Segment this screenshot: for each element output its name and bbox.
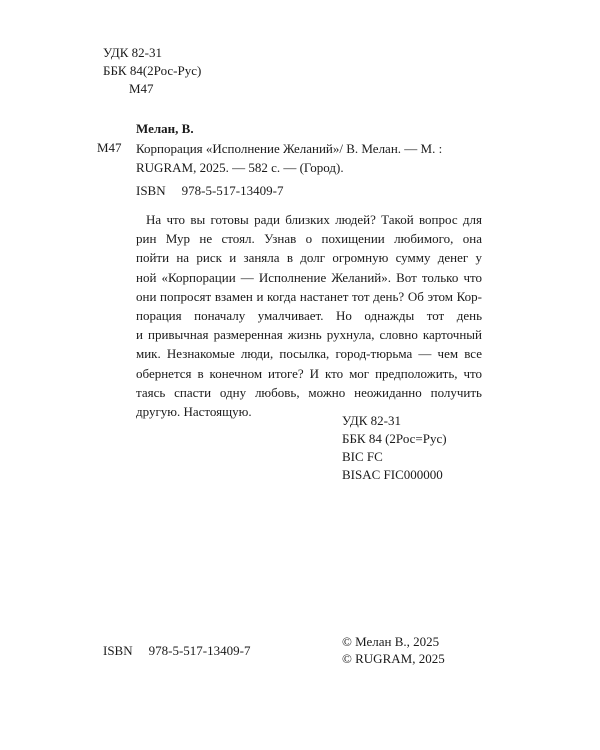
copyright-publisher: © RUGRAM, 2025: [342, 651, 445, 666]
isbn-number: 978-5-517-13409-7: [181, 183, 284, 198]
classification-bbk: ББК 84 (2Рос=Рус): [342, 431, 447, 446]
annotation-line: другую. Настоящую.: [136, 403, 252, 419]
classification-bic: BIC FC: [342, 449, 383, 464]
annotation-line: ной «Корпорации — Исполнение Желаний». Вот только что: [136, 269, 482, 285]
catalog-author: Мелан, В.: [136, 121, 194, 136]
catalog-author-sign: М47: [97, 140, 122, 155]
annotation-line: и привычная размеренная жизнь рухнула, словно карточный: [136, 327, 482, 343]
classification-bisac: BISAC FIC000000: [342, 467, 443, 482]
annotation-line: обернется в конечном итоге? И кто мог предположить, что: [136, 365, 482, 381]
annotation-line: таясь спасти одну любовь, можно неожиданно получить: [136, 384, 482, 400]
author-sign-code: М47: [129, 81, 154, 96]
annotation-line: пойти на риск и заняла в долг огромную сумму денег у: [136, 250, 482, 266]
annotation-line: На что вы готовы ради близких людей? Такой вопрос для: [146, 212, 482, 227]
annotation-line: они попросят взамен и когда настанет тот день? Об этом Кор-: [136, 288, 482, 304]
catalog-citation: [136, 139, 442, 177]
citation-line: RUGRAM, 2025. — 582 с. — (Город).: [136, 160, 344, 175]
annotation-line: мик. Незнакомые люди, посылка, город-тюрьма — чем все: [136, 346, 482, 362]
catalog-isbn: [136, 183, 283, 199]
isbn-number: 978-5-517-13409-7: [148, 643, 251, 658]
classification-block: [342, 412, 447, 484]
copyright-author: © Мелан В., 2025: [342, 634, 440, 649]
footer-isbn: [103, 643, 250, 659]
classification-udk: УДК 82-31: [342, 413, 402, 428]
isbn-label: ISBN: [136, 183, 166, 198]
header-classification-codes: [103, 44, 201, 98]
udk-code: УДК 82-31: [103, 45, 163, 60]
annotation-line: порация поначалу умалчивает. Но однажды тот день: [136, 307, 482, 323]
annotation-paragraph: [136, 210, 482, 421]
copyright-block: [342, 633, 445, 667]
bbk-code: ББК 84(2Рос-Рус): [103, 63, 202, 78]
isbn-label: ISBN: [103, 643, 133, 658]
annotation-line: рин Мур не стоял. Узнав о похищении любимого, она: [136, 231, 482, 247]
citation-line: Корпорация «Исполнение Желаний»/ В. Мелан. — М. :: [136, 141, 443, 156]
